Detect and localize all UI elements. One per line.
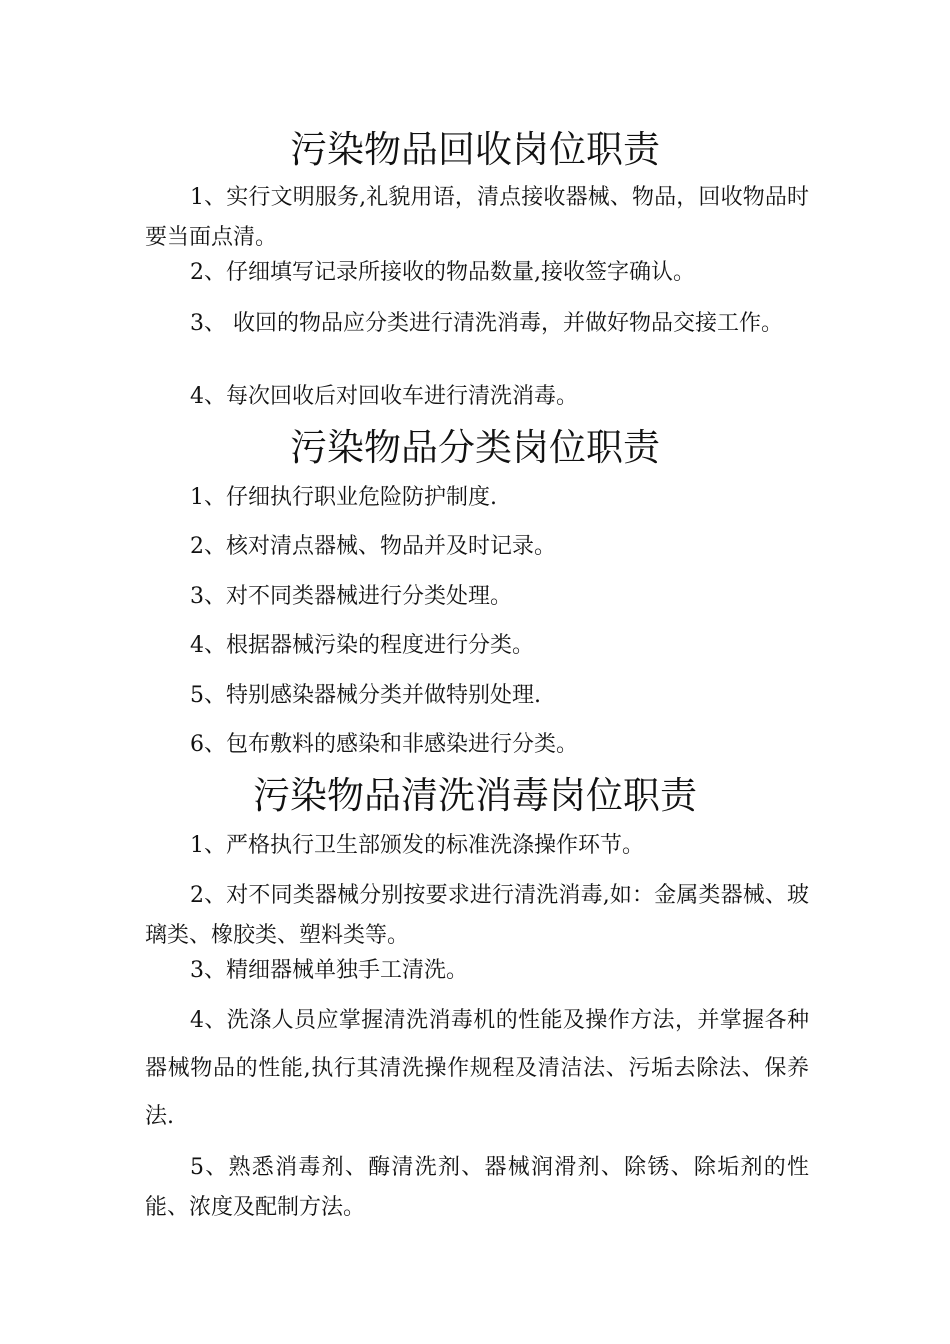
list-item: 5、熟悉消毒剂、酶清洗剂、器械润滑剂、除锈、除垢剂的性能、浓度及配制方法。 (145, 1155, 809, 1220)
list-item: 6、包布敷料的感染和非感染进行分类。 (190, 732, 578, 757)
section-title-sorting: 污染物品分类岗位职责 (290, 426, 660, 469)
list-item: 3、精细器械单独手工清洗。 (190, 958, 468, 983)
list-item: 3、对不同类器械进行分类处理。 (190, 584, 512, 609)
section-title-recycling: 污染物品回收岗位职责 (290, 128, 660, 171)
list-item: 4、根据器械污染的程度进行分类。 (190, 633, 534, 658)
list-item: 4、每次回收后对回收车进行清洗消毒。 (190, 384, 578, 409)
list-item: 1、仔细执行职业危险防护制度. (190, 485, 497, 510)
list-item: 2、对不同类器械分别按要求进行清洗消毒,如：金属类器械、玻璃类、橡胶类、塑料类等。 (145, 883, 809, 948)
list-item: 1、严格执行卫生部颁发的标准洗涤操作环节。 (190, 833, 644, 858)
list-item: 2、仔细填写记录所接收的物品数量,接收签字确认。 (190, 260, 695, 285)
section-title-cleaning: 污染物品清洗消毒岗位职责 (253, 774, 697, 817)
list-item: 4、洗涤人员应掌握清洗消毒机的性能及操作方法，并掌握各种器械物品的性能,执行其清洗操作规程及清洁法、污垢去除法、保养法. (145, 1008, 809, 1129)
list-item: 2、核对清点器械、物品并及时记录。 (190, 534, 556, 559)
list-item: 1、实行文明服务,礼貌用语，清点接收器械、物品，回收物品时要当面点清。 (145, 185, 809, 250)
list-item: 5、特别感染器械分类并做特别处理. (190, 683, 541, 708)
list-item: 3、 收回的物品应分类进行清洗消毒，并做好物品交接工作。 (190, 311, 783, 336)
